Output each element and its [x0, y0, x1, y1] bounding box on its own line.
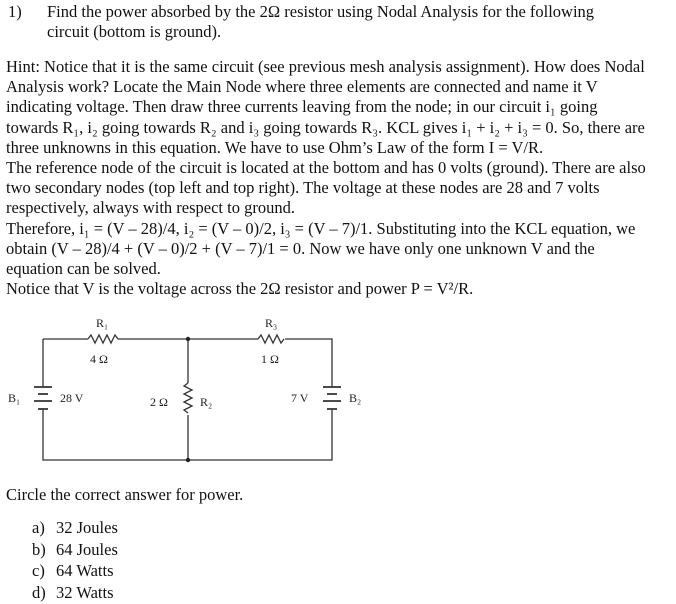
circuit-diagram: [0, 305, 380, 480]
resistor-r2: [184, 383, 192, 413]
wire: [43, 339, 332, 460]
hint-line: equation can be solved.: [6, 259, 161, 279]
option-d[interactable]: [32, 582, 118, 604]
question-number: 1): [8, 2, 22, 21]
hint-line: two secondary nodes (top left and top right). The voltage at these nodes are 28 and 7 volts: [6, 178, 600, 198]
r3-label: R₃: [265, 316, 278, 330]
hint-line: Notice that V is the voltage across the 2Ω resistor and power P = V²/R.: [6, 279, 474, 299]
hint-line: obtain (V – 28)/4 + (V – 0)/2 + (V – 7)/1 = 0. Now we have only one unknown V and the: [6, 238, 595, 258]
answer-options: [32, 517, 118, 603]
resistor-r3: [258, 335, 284, 343]
option-letter: c): [32, 561, 45, 580]
b2-value: 7 V: [291, 391, 309, 405]
option-text: 32 Watts: [56, 582, 114, 602]
question: [8, 2, 594, 42]
option-text: 64 Watts: [56, 561, 114, 580]
option-letter: a): [32, 518, 45, 537]
answer-prompt: Circle the correct answer for power.: [6, 485, 244, 504]
node-top: [186, 337, 190, 341]
hint-line: Therefore, i₁ = (V – 28)/4, i₂ = (V – 0)/2, i₃ = (V – 7)/1. Substituting into the KCL equation, we: [6, 218, 636, 238]
b1-value: 28 V: [60, 391, 84, 405]
option-text: 32 Joules: [56, 518, 118, 537]
option-letter: b): [32, 539, 46, 559]
hint-line: respectively, always with respect to ground.: [6, 198, 295, 218]
hint-paragraph: [6, 57, 646, 299]
battery-b2: [323, 387, 341, 409]
r1-label: R₁: [96, 316, 109, 330]
option-a[interactable]: [32, 517, 118, 539]
b2-label: B₂: [349, 391, 362, 405]
option-text: 64 Joules: [56, 539, 118, 559]
r1-value: 4 Ω: [90, 352, 108, 366]
hint-line: three unknowns in this equation. We have to use Ohm’s Law of the form I = V/R.: [6, 137, 544, 157]
r2-label: R₂: [200, 395, 213, 409]
question-line: Find the power absorbed by the 2Ω resistor using Nodal Analysis for the following: [47, 2, 595, 21]
hint-line: towards R₁, i₂ going towards R₂ and i₃ going towards R₃. KCL gives i₁ + i₂ + i₃ = 0. So, there are: [6, 117, 645, 137]
r2-value: 2 Ω: [150, 395, 168, 409]
node-bottom: [186, 458, 190, 462]
b1-label: B₁: [8, 391, 21, 405]
hint-line: Hint: Notice that it is the same circuit (see previous mesh analysis assignment). How does Nodal: [6, 57, 645, 76]
hint-line: The reference node of the circuit is located at the bottom and has 0 volts (ground). There are also: [6, 158, 646, 178]
battery-b1: [34, 387, 52, 409]
option-b[interactable]: [32, 539, 118, 561]
hint-line: Analysis work? Locate the Main Node where three elements are connected and name it V: [6, 77, 598, 97]
option-c[interactable]: [32, 560, 118, 582]
resistor-r1: [88, 335, 118, 343]
r3-value: 1 Ω: [261, 352, 279, 366]
hint-line: indicating voltage. Then draw three currents leaving from the node; in our circuit i₁ going: [6, 97, 598, 117]
option-letter: d): [32, 582, 46, 602]
question-line: circuit (bottom is ground).: [47, 22, 222, 41]
